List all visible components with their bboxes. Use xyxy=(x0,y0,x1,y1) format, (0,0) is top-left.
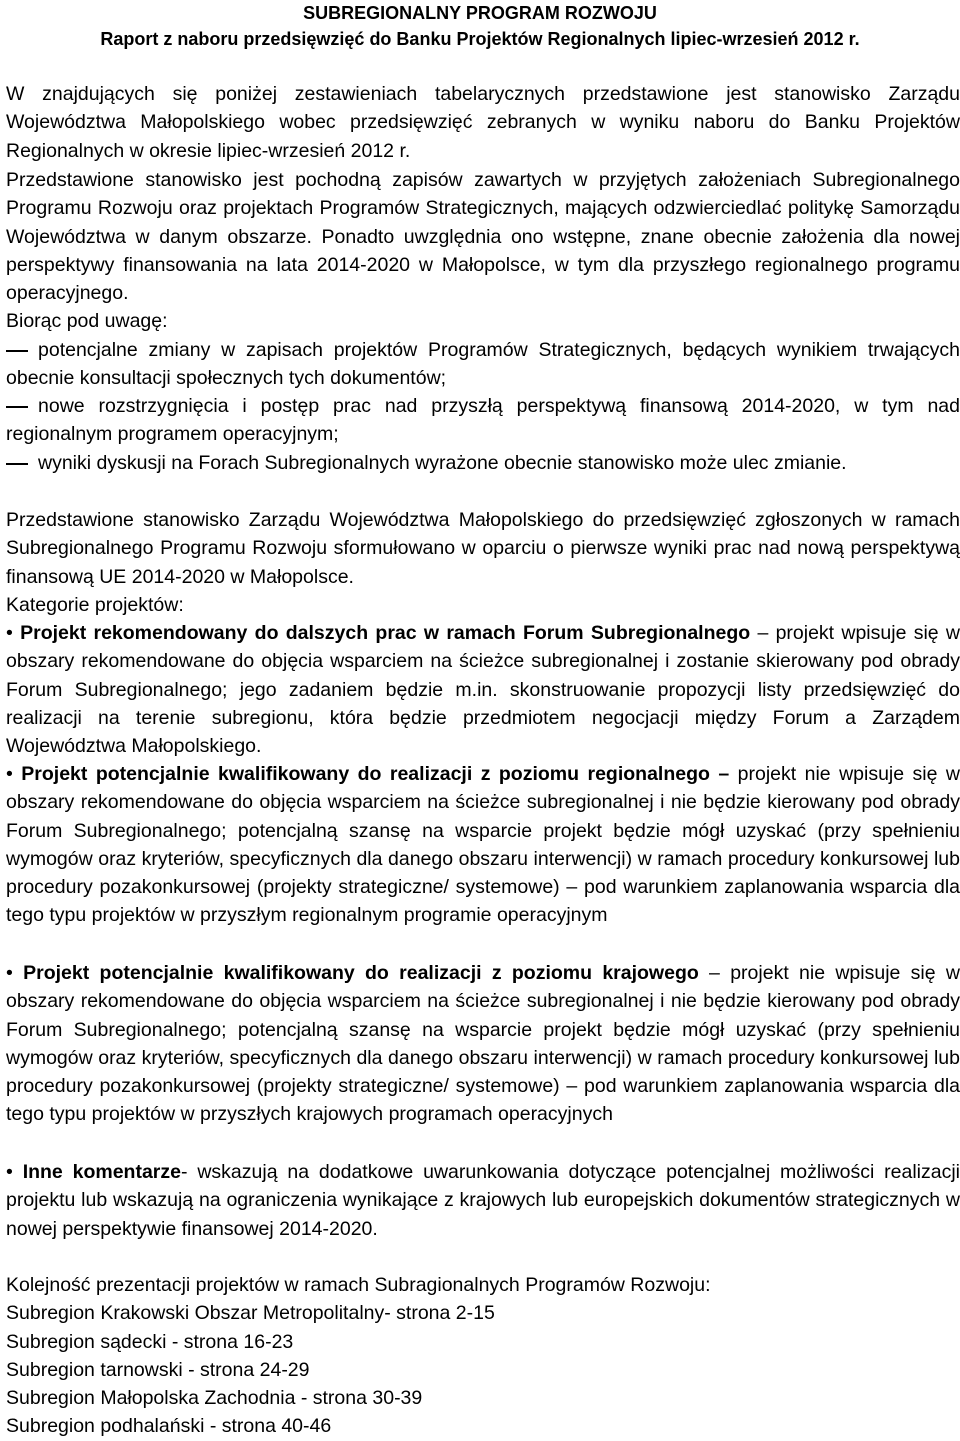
dash-item-3: wyniki dyskusji na Forach Subregionalnych wyrażone obecnie stanowisko może ulec zmianie. xyxy=(6,449,960,477)
list-item: Subregion sądecki - strona 16-23 xyxy=(6,1330,294,1353)
list-item: Subregion tarnowski - strona 24-29 xyxy=(6,1358,310,1381)
bullet-icon: • xyxy=(6,622,13,644)
dash-item-1: potencjalne zmiany w zapisach projektów Programów Strategicznych, będących wynikiem trwających obecnie konsultacji społecznych tych dokumentów; xyxy=(6,339,960,390)
dash-bullet xyxy=(6,406,28,408)
order-list xyxy=(6,1271,960,1441)
bullet-icon: • xyxy=(6,1161,13,1183)
position-paragraph: Przedstawione stanowisko jest pochodną zapisów zawartych w przyjętych założeniach Subregionalnego Programu Rozwoju oraz projektach Programów Strategicznych, mających odzwierciedlać politykę Samorządu Województwa w danym obszarze. Ponadto uwzględnia ono wstępne, znane obecnie założenia dla nowej perspektywy finansowania na lata 2014-2020 w Małopolsce, w tym dla przyszłego regionalnego programu operacyjnego. xyxy=(6,169,960,305)
dash-item-2: nowe rozstrzygnięcia i postęp prac nad przyszłą perspektywą finansową 2014-2020, w tym nad regionalnym programem operacyjnym; xyxy=(6,395,960,446)
order-heading: Kolejność prezentacji projektów w ramach Subragionalnych Programów Rozwoju: xyxy=(6,1274,711,1296)
considering-label: Biorąc pod uwagę: xyxy=(6,310,168,332)
dash-bullet xyxy=(6,350,28,352)
category-item-1: • Projekt rekomendowany do dalszych prac w ramach Forum Subregionalnego – projekt wpisuje się w obszary rekomendowane do objęcia wsparciem na ścieżce subregionalnej i zostanie skierowany pod obrady Forum Subregionalnego; jego zadaniem będzie m.in. skonstruowanie propozycji listy przedsięwzięć do realizacji na terenie subregionu, która będzie przedmiotem negocjacji między Forum a Zarządem Województwa Małopolskiego. xyxy=(6,622,960,758)
category-title: Projekt rekomendowany do dalszych prac w ramach Forum Subregionalnego xyxy=(20,622,751,644)
category-title: Inne komentarze xyxy=(22,1161,181,1183)
category-item-3: • Projekt potencjalnie kwalifikowany do realizacji z poziomu krajowego – projekt nie wpisuje się w obszary rekomendowane do objęcia wsparciem na ścieżce subregionalnej i nie będzie kierowany pod obrady Forum Subregionalnego; potencjalną szansę na wsparcie projekt będzie mógł uzyskać (przy spełnieniu wymogów oraz kryteriów, specyficznych dla danego obszaru interwencji) w ramach procedury konkursowej lub procedury pozakonkursowej (projekty strategiczne/ systemowe) – pod warunkiem zaplanowania wsparcia dla tego typu projektów w przyszłych krajowych programach operacyjnych xyxy=(6,962,960,1126)
intro-paragraph: W znajdujących się poniżej zestawieniach tabelarycznych przedstawione jest stanowisko Zarządu Województwa Małopolskiego wobec przedsięwzięć zebranych w wyniku naboru do Banku Projektów Regionalnych w okresie lipiec-wrzesień 2012 r. xyxy=(6,83,960,162)
document-subtitle: Raport z naboru przedsięwzięć do Banku Projektów Regionalnych lipiec-wrzesień 2012 r. xyxy=(100,29,860,49)
methodology-paragraph: Przedstawione stanowisko Zarządu Województwa Małopolskiego do przedsięwzięć zgłoszonych w ramach Subregionalnego Programu Rozwoju sformułowano w oparciu o pierwsze wyniki prac nad nową perspektywą finansową UE 2014-2020 w Małopolsce. xyxy=(6,509,960,588)
bullet-icon: • xyxy=(6,763,13,785)
category-item-4: • Inne komentarze- wskazują na dodatkowe uwarunkowania dotyczące potencjalnej możliwości realizacji projektu lub wskazują na ograniczenia wynikające z krajowych lub europejskich dokumentów strategicznych w nowej perspektywie finansowej 2014-2020. xyxy=(6,1161,960,1240)
document-title: SUBREGIONALNY PROGRAM ROZWOJU xyxy=(303,3,657,23)
category-item-2: • Projekt potencjalnie kwalifikowany do realizacji z poziomu regionalnego – projekt nie wpisuje się w obszary rekomendowane do objęcia wsparciem na ścieżce subregionalnej i nie będzie kierowany pod obrady Forum Subregionalnego; potencjalną szansę na wsparcie projekt będzie mógł uzyskać (przy spełnieniu wymogów oraz kryteriów, specyficznych dla danego obszaru interwencji) w ramach procedury konkursowej lub procedury pozakonkursowej (projekty strategiczne/ systemowe) – pod warunkiem zaplanowania wsparcia dla tego typu projektów w przyszłym regionalnym programie operacyjnym xyxy=(6,763,960,927)
bullet-icon: • xyxy=(6,962,13,984)
list-item: Subregion Krakowski Obszar Metropolitalny- strona 2-15 xyxy=(6,1302,495,1325)
list-item: Subregion Małopolska Zachodnia - strona 30-39 xyxy=(6,1387,423,1410)
list-item: Subregion podhalański - strona 40-46 xyxy=(6,1415,332,1438)
dash-bullet xyxy=(6,463,28,465)
category-title: Projekt potencjalnie kwalifikowany do realizacji z poziomu regionalnego – xyxy=(21,763,730,785)
category-title: Projekt potencjalnie kwalifikowany do realizacji z poziomu krajowego xyxy=(23,962,699,984)
categories-label: Kategorie projektów: xyxy=(6,594,184,616)
